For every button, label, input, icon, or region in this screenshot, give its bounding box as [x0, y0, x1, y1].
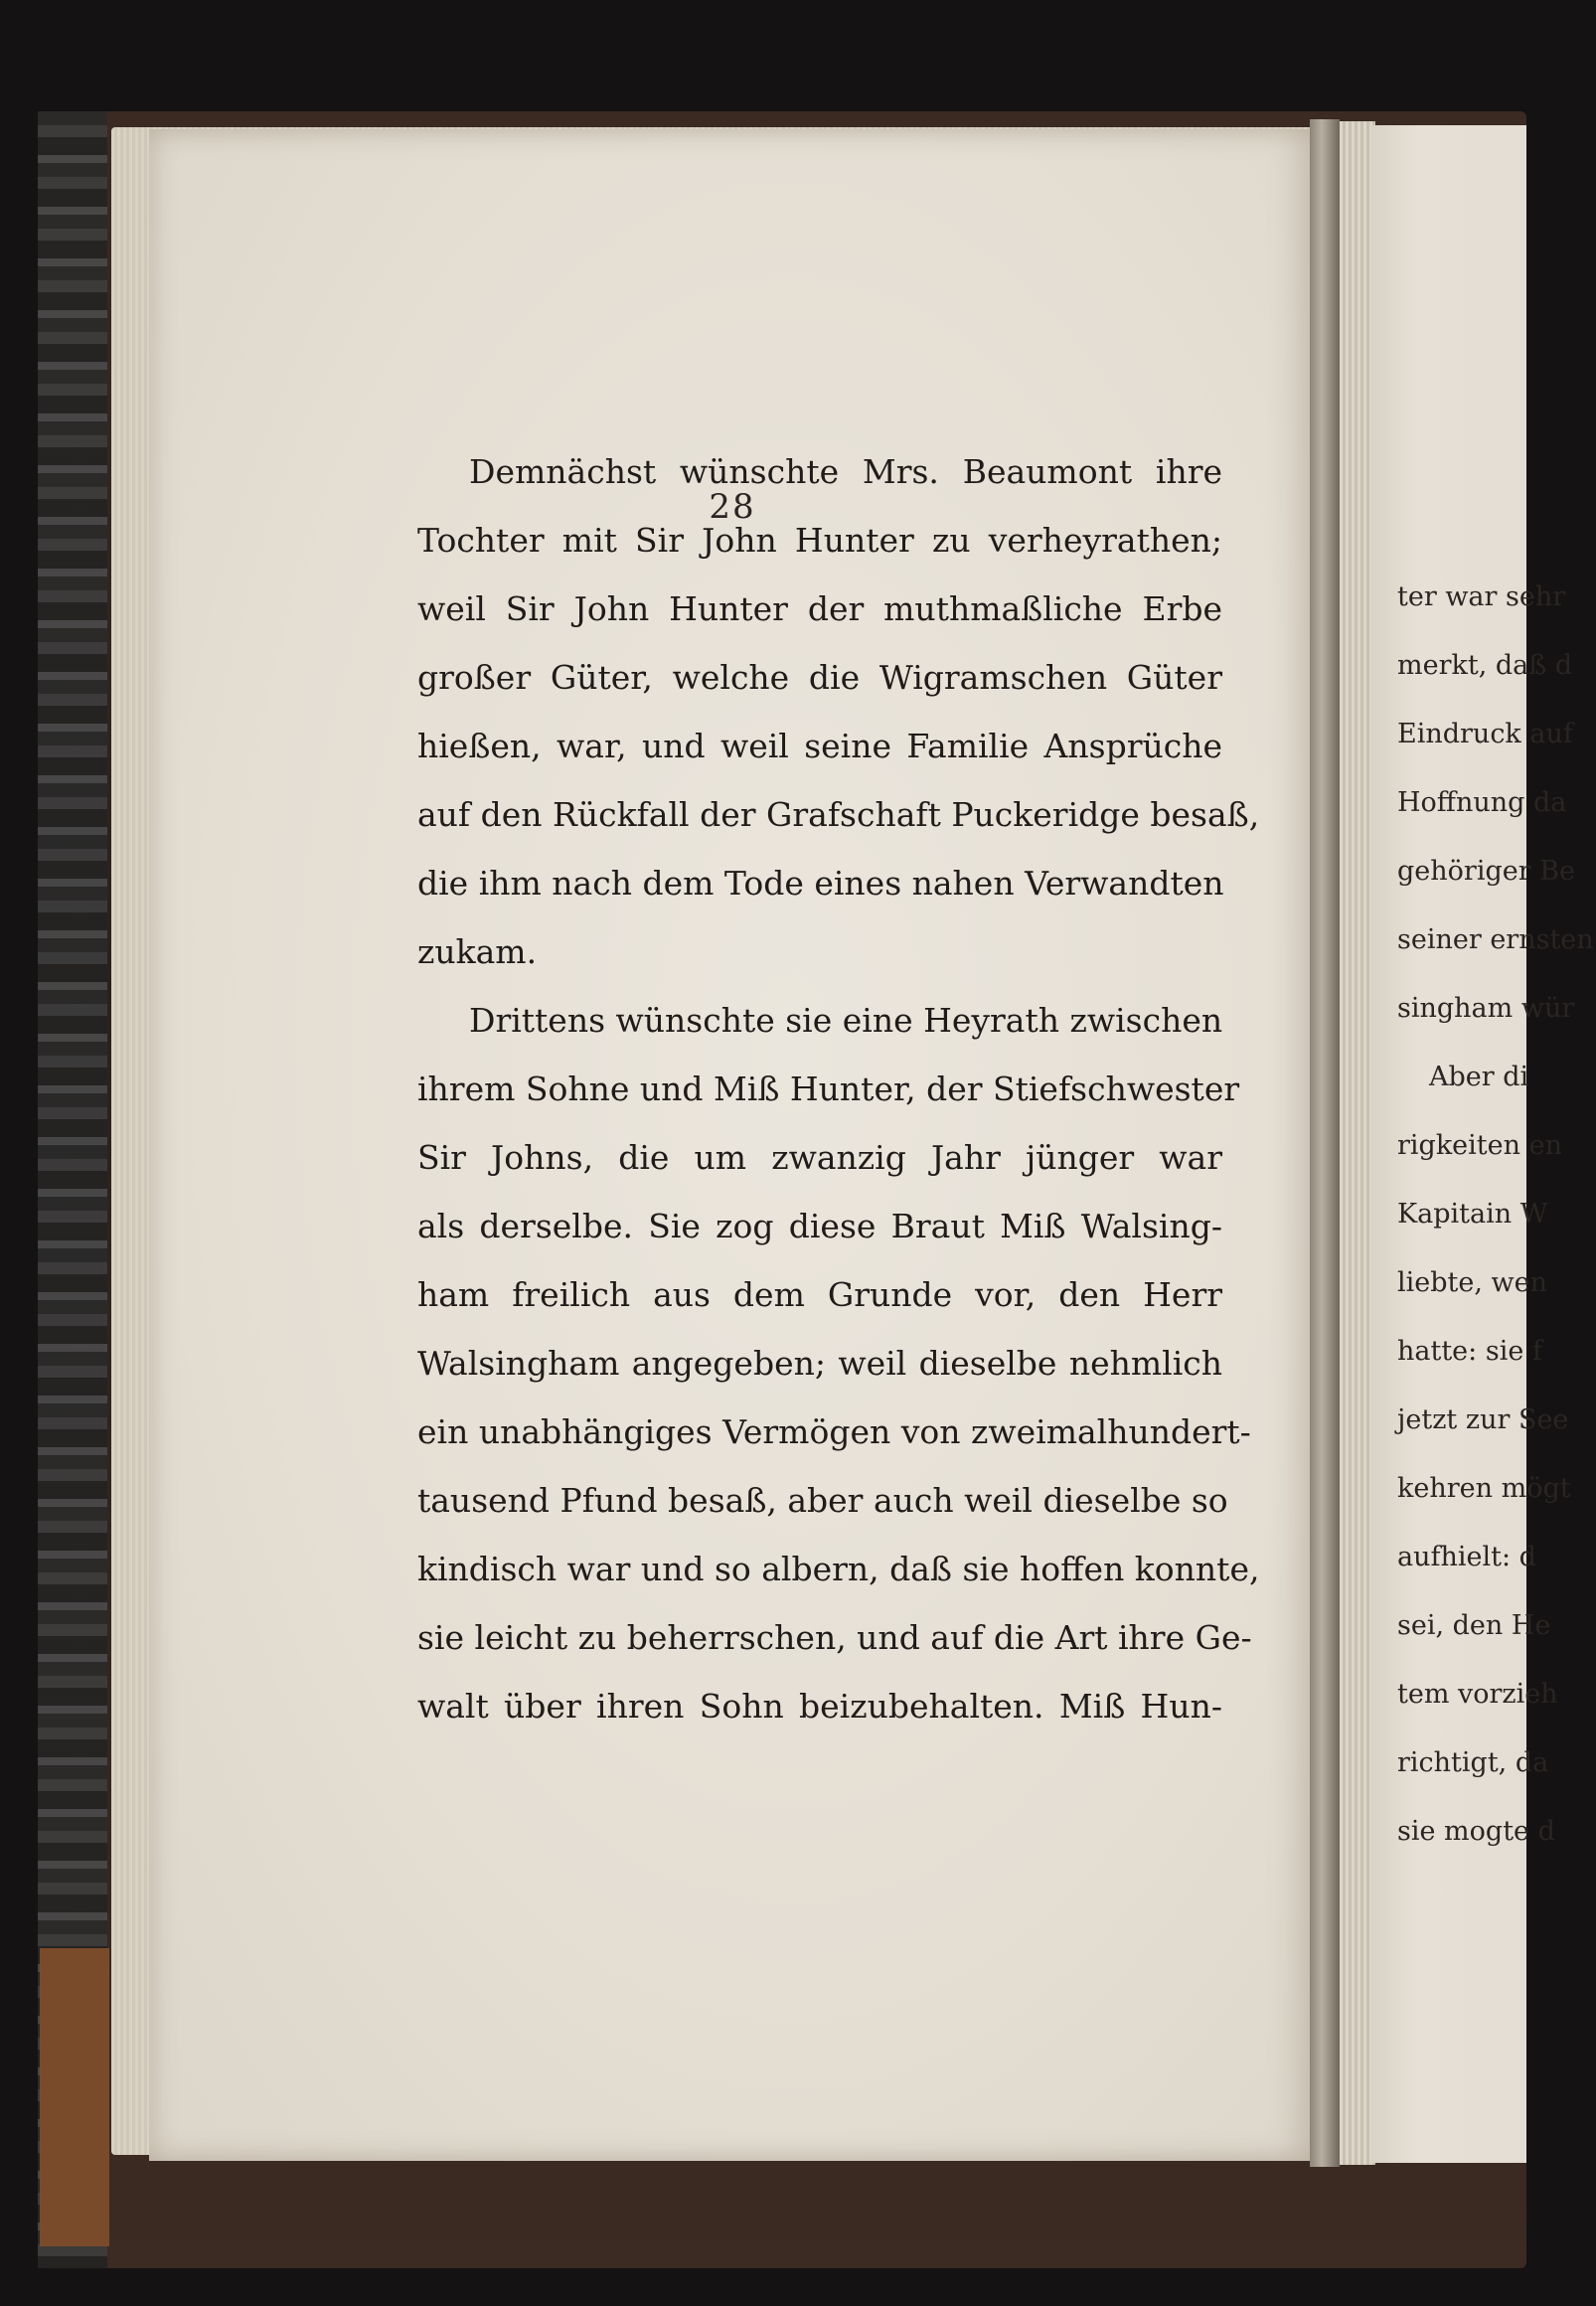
right-page-line: aufhielt: d [1397, 1542, 1536, 1572]
text-line: sie leicht zu beherrschen, und auf die Art ihre Ge- [417, 1618, 1252, 1657]
right-page-line: sie mogte d [1397, 1816, 1555, 1847]
right-page-line: sei, den He [1397, 1610, 1551, 1641]
text-line: walt über ihren Sohn beizubehalten. Miß Hun- [417, 1687, 1222, 1726]
text-line: tausend Pfund besaß, aber auch weil dieselbe so [417, 1481, 1228, 1520]
text-line: Demnächst wünschte Mrs. Beaumont ihre [469, 452, 1222, 491]
book-gutter [1310, 119, 1340, 2167]
right-page-line: liebte, wen [1397, 1267, 1548, 1298]
text-line: Walsingham angegeben; weil dieselbe nehmlich [417, 1344, 1222, 1383]
text-line: auf den Rückfall der Grafschaft Puckeridge besaß, [417, 795, 1260, 834]
text-line: Tochter mit Sir John Hunter zu verheyrathen; [417, 521, 1222, 560]
text-line: die ihm nach dem Tode eines nahen Verwandten [417, 864, 1224, 903]
right-page-text [1397, 563, 1596, 1866]
right-page-line: Kapitain W [1397, 1199, 1548, 1230]
text-line: ham freilich aus dem Grunde vor, den Herr [417, 1275, 1222, 1314]
right-page-line: hatte: sie f [1397, 1336, 1542, 1367]
right-page-line: seiner ernsten [1397, 924, 1594, 955]
right-page-line: singham wür [1397, 993, 1575, 1024]
page-text [417, 437, 1260, 1740]
text-line: als derselbe. Sie zog diese Braut Miß Walsing- [417, 1207, 1222, 1245]
right-page [1371, 125, 1594, 2163]
text-line: zukam. [417, 932, 538, 971]
right-page-edges [1340, 121, 1375, 2165]
text-line: ihrem Sohne und Miß Hunter, der Stiefschwester [417, 1070, 1240, 1108]
right-page-line: kehren mögt [1397, 1473, 1571, 1504]
right-page-line: Eindruck auf [1397, 719, 1573, 749]
text-line: kindisch war und so albern, daß sie hoffen konnte, [417, 1550, 1260, 1588]
text-line: hießen, war, und weil seine Familie Ansprüche [417, 727, 1222, 765]
text-line: großer Güter, welche die Wigramschen Güter [417, 658, 1222, 697]
right-page-line: Hoffnung da [1397, 787, 1567, 818]
right-page-line: Aber di [1429, 1062, 1529, 1092]
right-page-line: gehöriger Be [1397, 856, 1576, 887]
text-line: Sir Johns, die um zwanzig Jahr jünger war [417, 1138, 1222, 1177]
right-page-line: merkt, daß d [1397, 650, 1573, 681]
text-line: ein unabhängiges Vermögen von zweimalhundert- [417, 1412, 1251, 1451]
cover-edge [38, 111, 107, 2268]
text-line: Drittens wünschte sie eine Heyrath zwischen [469, 1001, 1223, 1040]
right-page-line: richtigt, da [1397, 1747, 1549, 1778]
right-page-line: rigkeiten en [1397, 1130, 1562, 1161]
page-number: 28 [709, 487, 756, 527]
right-page-line: ter war sehr [1397, 581, 1566, 612]
right-page-line: jetzt zur See [1397, 1404, 1569, 1435]
text-line: weil Sir John Hunter der muthmaßliche Erbe [417, 589, 1222, 628]
leather-corner [40, 1948, 109, 2246]
right-page-line: tem vorzieh [1397, 1679, 1558, 1710]
